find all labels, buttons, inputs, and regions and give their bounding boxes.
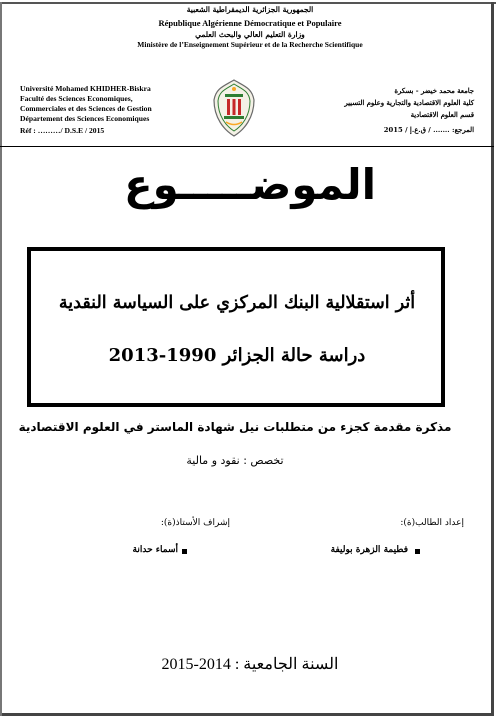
- student-bullet-icon: [415, 549, 420, 554]
- student-label: إعداد الطالب(ة):: [400, 518, 464, 528]
- university-logo: [212, 78, 256, 138]
- specialization: تخصص : نقود و مالية: [186, 454, 284, 467]
- department-name-fr: Département des Sciences Economiques: [20, 114, 150, 123]
- subject-heading: الموضـــــوع: [123, 160, 377, 209]
- reference-fr: Réf : ………/ D.S.E / 2015: [20, 126, 105, 135]
- faculty-name-fr-1: Faculté des Sciences Economiques,: [20, 94, 133, 103]
- faculty-name-ar: كلية العلوم الاقتصادية والتجارية وعلوم التسيير: [344, 99, 474, 107]
- thesis-title-box: [27, 247, 445, 407]
- country-name-ar: الجمهورية الجزائرية الديمقراطية الشعبية: [186, 5, 314, 14]
- faculty-name-fr-2: Commerciales et des Sciences de Gestion: [20, 104, 152, 113]
- university-name-fr: Université Mohamed KHIDHER-Biskra: [20, 84, 151, 93]
- thesis-title-line-2: دراسة حالة الجزائر 1990-2013: [108, 345, 366, 366]
- header-divider: [0, 146, 494, 147]
- reference-ar: المرجع: ....... / ق.ع.إ / 2015: [383, 126, 474, 134]
- ministry-name-fr: Ministère de l’Enseignement Supérieur et de la Recherche Scientifique: [137, 40, 363, 49]
- memo-description: مذكرة مقدمة كجزء من متطلبات نيل شهادة الماستر في العلوم الاقتصادية: [18, 420, 452, 434]
- country-name-fr: République Algérienne Démocratique et Populaire: [158, 18, 342, 28]
- academic-year: السنة الجامعية : 2014-2015: [161, 656, 339, 673]
- supervisor-label: إشراف الأستاذ(ة):: [160, 518, 230, 528]
- thesis-title-line-1: أثر استقلالية البنك المركزي على السياسة النقدية: [58, 293, 416, 313]
- student-name: فطيمة الزهرة بوليفة: [330, 545, 408, 555]
- ministry-name-ar: وزارة التعليم العالي والبحث العلمي: [195, 30, 305, 39]
- department-name-ar: قسم العلوم الاقتصادية: [410, 111, 474, 119]
- supervisor-name: أسماء حدانة: [132, 545, 178, 555]
- university-name-ar: جامعة محمد خيضر - بسكرة: [394, 87, 474, 95]
- supervisor-bullet-icon: [182, 549, 187, 554]
